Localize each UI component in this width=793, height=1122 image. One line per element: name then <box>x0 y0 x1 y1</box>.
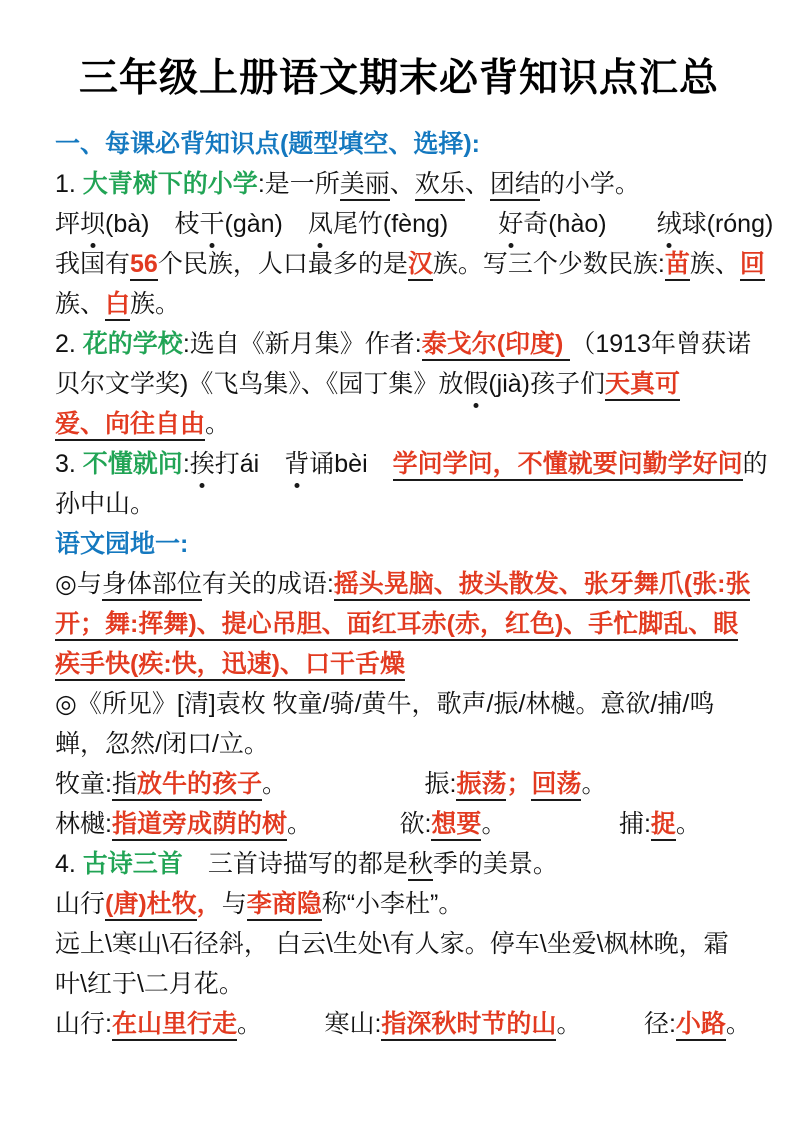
text-run-r: 想要 <box>431 810 481 841</box>
text-run-t: (bà) 枝 <box>105 210 200 238</box>
text-run-r: 放牛的孩子 <box>137 770 262 801</box>
shanxing-line1 <box>55 924 743 964</box>
text-run-t: 季的美景。 <box>432 850 558 878</box>
text-run-t: 4. <box>55 850 83 878</box>
text-run-u: 美丽 <box>340 170 390 201</box>
text-run-d: 挨 <box>190 444 215 484</box>
text-run-t: (gàn) <box>224 210 308 238</box>
text-run-g: 大青树下的小学 <box>82 170 258 198</box>
text-run-d: 凤 <box>308 204 333 244</box>
idioms-line3 <box>55 644 743 684</box>
text-run-t: 山行 <box>55 890 106 918</box>
text-run-t: 蝉，忽然/闭口/立。 <box>55 730 269 758</box>
text-run-t: 打ái <box>214 450 285 478</box>
notes-linyue-yu-bu <box>55 804 743 844</box>
text-run-t: 三首诗描写的都是 <box>182 850 408 878</box>
text-run-t: 3. <box>55 450 83 478</box>
text-run-g: 花的学校 <box>82 330 183 358</box>
text-run-t: 球(róng) <box>681 210 774 238</box>
lesson2-line3 <box>55 404 743 444</box>
text-run-t: ◎《所见》[清]袁枚 牧童/骑/黄牛，歌声/振/林樾。意欲/捕/鸣 <box>55 690 715 718</box>
text-run-r: 小路 <box>676 1010 726 1041</box>
text-run-t: 奇(hào) <box>523 210 657 238</box>
text-run-t: 。 振: <box>261 770 457 798</box>
text-run-t: 族、 <box>689 250 740 278</box>
text-run-t: 。 径: <box>556 1010 676 1038</box>
shanxing-author <box>55 884 743 924</box>
text-run-t: 与 <box>221 890 247 918</box>
text-run-r: 回荡 <box>531 770 581 801</box>
text-run-r: 天真可 <box>605 370 680 401</box>
text-run-r: (唐)杜牧 <box>105 890 197 921</box>
lesson1-intro <box>55 164 743 204</box>
text-run-r: 回 <box>740 250 765 281</box>
text-run-t: : <box>182 450 190 478</box>
text-run-r: 开；舞:挥舞)、提心吊胆、面红耳赤(赤，红色)、手忙脚乱、眼 <box>55 610 738 641</box>
text-run-g: 古诗三首 <box>82 850 183 878</box>
text-run-d: 坝 <box>80 204 105 244</box>
text-run-t: 、 <box>464 170 490 198</box>
lesson2-line2 <box>55 364 743 404</box>
text-run-t: :选自《新月集》作者: <box>182 330 422 358</box>
text-run-t: 贝尔文学奖)《飞鸟集》、《园丁集》放 <box>55 370 464 398</box>
text-run-t: 。 <box>675 810 701 838</box>
text-run-r: 白 <box>105 290 130 321</box>
text-run-r: 泰戈尔(印度) <box>422 330 564 361</box>
text-run-u: 秋 <box>408 850 433 881</box>
text-run-t: 1. <box>55 170 83 198</box>
text-run-d: 好 <box>498 204 523 244</box>
text-run-t: 。 欲: <box>286 810 432 838</box>
text-run-r: 疾手快(疾:快，迅速)、口干舌燥 <box>55 650 405 681</box>
text-run-t: 。 <box>581 770 607 798</box>
text-run-t: 叶\红于\二月花。 <box>55 970 244 998</box>
lesson3-line2 <box>55 484 743 524</box>
text-run-t: ◎与 <box>55 570 102 598</box>
lesson2-line1 <box>55 324 751 364</box>
text-run-t: 、 <box>389 170 415 198</box>
text-run-t: 。 捕: <box>481 810 651 838</box>
text-run-r: 在山里行走 <box>112 1010 237 1041</box>
notes-mutong-zhen <box>55 764 743 804</box>
text-run-t: (jià)孩子们 <box>488 370 606 398</box>
text-run-r: 指深秋时节的山 <box>381 1010 556 1041</box>
text-run-t: :是一所 <box>257 170 340 198</box>
text-run-r: 56 <box>130 250 158 281</box>
text-run-t: 坪 <box>55 210 81 238</box>
text-run-g: 不懂就问 <box>82 450 183 478</box>
text-run-d: 背 <box>284 444 309 484</box>
page-title: 三年级上册语文期末必背知识点汇总 <box>78 57 719 100</box>
text-run-t: 我国有 <box>55 250 131 278</box>
text-run-h: 语文园地一: <box>55 530 189 558</box>
text-run-t: 。 寒山: <box>236 1010 382 1038</box>
notes-shanxing <box>55 1004 751 1044</box>
text-run-t: 的小学。 <box>539 170 640 198</box>
text-run-r: 振荡 <box>456 770 506 801</box>
text-run-t: 的 <box>742 450 768 478</box>
text-run-r: 李商隐 <box>247 890 322 921</box>
text-run-rn: ； <box>506 770 532 798</box>
section1-heading <box>55 124 743 164</box>
text-run-t: 山行: <box>55 1010 112 1038</box>
text-run-r: 爱、向往自由 <box>55 410 205 441</box>
text-run-t: 族。写三个少数民族: <box>432 250 665 278</box>
lesson4-intro <box>55 844 743 884</box>
text-run-r: 苗 <box>665 250 690 281</box>
text-run-h: 一、每课必背知识点(题型填空、选择): <box>55 130 480 158</box>
text-run-t: 林樾: <box>55 810 112 838</box>
idioms-line2 <box>55 604 743 644</box>
lesson1-ethnic-2 <box>55 284 743 324</box>
text-run-u: 欢乐 <box>415 170 465 201</box>
text-run-r: 摇头晃脑、披头散发、张牙舞爪(张:张 <box>334 570 751 601</box>
text-run-t: 2. <box>55 330 83 358</box>
text-run-u: 团结 <box>490 170 540 201</box>
text-run-d: 绒 <box>657 204 682 244</box>
text-run-r: 汉 <box>408 250 433 281</box>
shanxing-line2 <box>55 964 743 1004</box>
text-run-t: 远上\寒山\石径斜， 白云\生处\有人家。停车\坐爱\枫林晚，霜 <box>55 930 729 958</box>
lesson1-pinyin <box>55 204 774 244</box>
lesson1-ethnic-1 <box>55 244 765 284</box>
lesson3-line1 <box>55 444 768 484</box>
poem-suojian-line2 <box>55 724 743 764</box>
text-run-t: 族。 <box>130 290 181 318</box>
text-run-u: 指 <box>112 770 137 801</box>
text-run-t: 族、 <box>55 290 106 318</box>
document-lines <box>55 124 774 1044</box>
text-run-t: 有关的成语: <box>201 570 334 598</box>
text-run-u: 身体部位 <box>102 570 202 601</box>
idioms-line1 <box>55 564 751 604</box>
poem-suojian-line1 <box>55 684 743 724</box>
text-run-d: 假 <box>463 364 488 404</box>
text-run-t: 。 <box>725 1010 751 1038</box>
text-run-t: （1913年曾获诺 <box>570 330 751 358</box>
text-run-t: 牧童: <box>55 770 112 798</box>
text-run-t: 个民族，人口最多的是 <box>157 250 408 278</box>
text-run-t: 孙中山。 <box>55 490 156 518</box>
text-run-t: 诵bèi <box>309 450 393 478</box>
yuandi1-heading <box>55 524 743 564</box>
text-run-t: 。 <box>205 410 231 438</box>
text-run-rn: ， <box>196 890 222 918</box>
text-run-r: 指道旁成荫的树 <box>112 810 287 841</box>
text-run-r: 捉 <box>651 810 676 841</box>
text-run-t: 尾竹(fèng) <box>332 210 499 238</box>
text-run-t: 称“小李杜”。 <box>321 890 464 918</box>
text-run-r: 学问学问，不懂就要问勤学好问 <box>393 450 743 481</box>
text-run-d: 干 <box>200 204 225 244</box>
